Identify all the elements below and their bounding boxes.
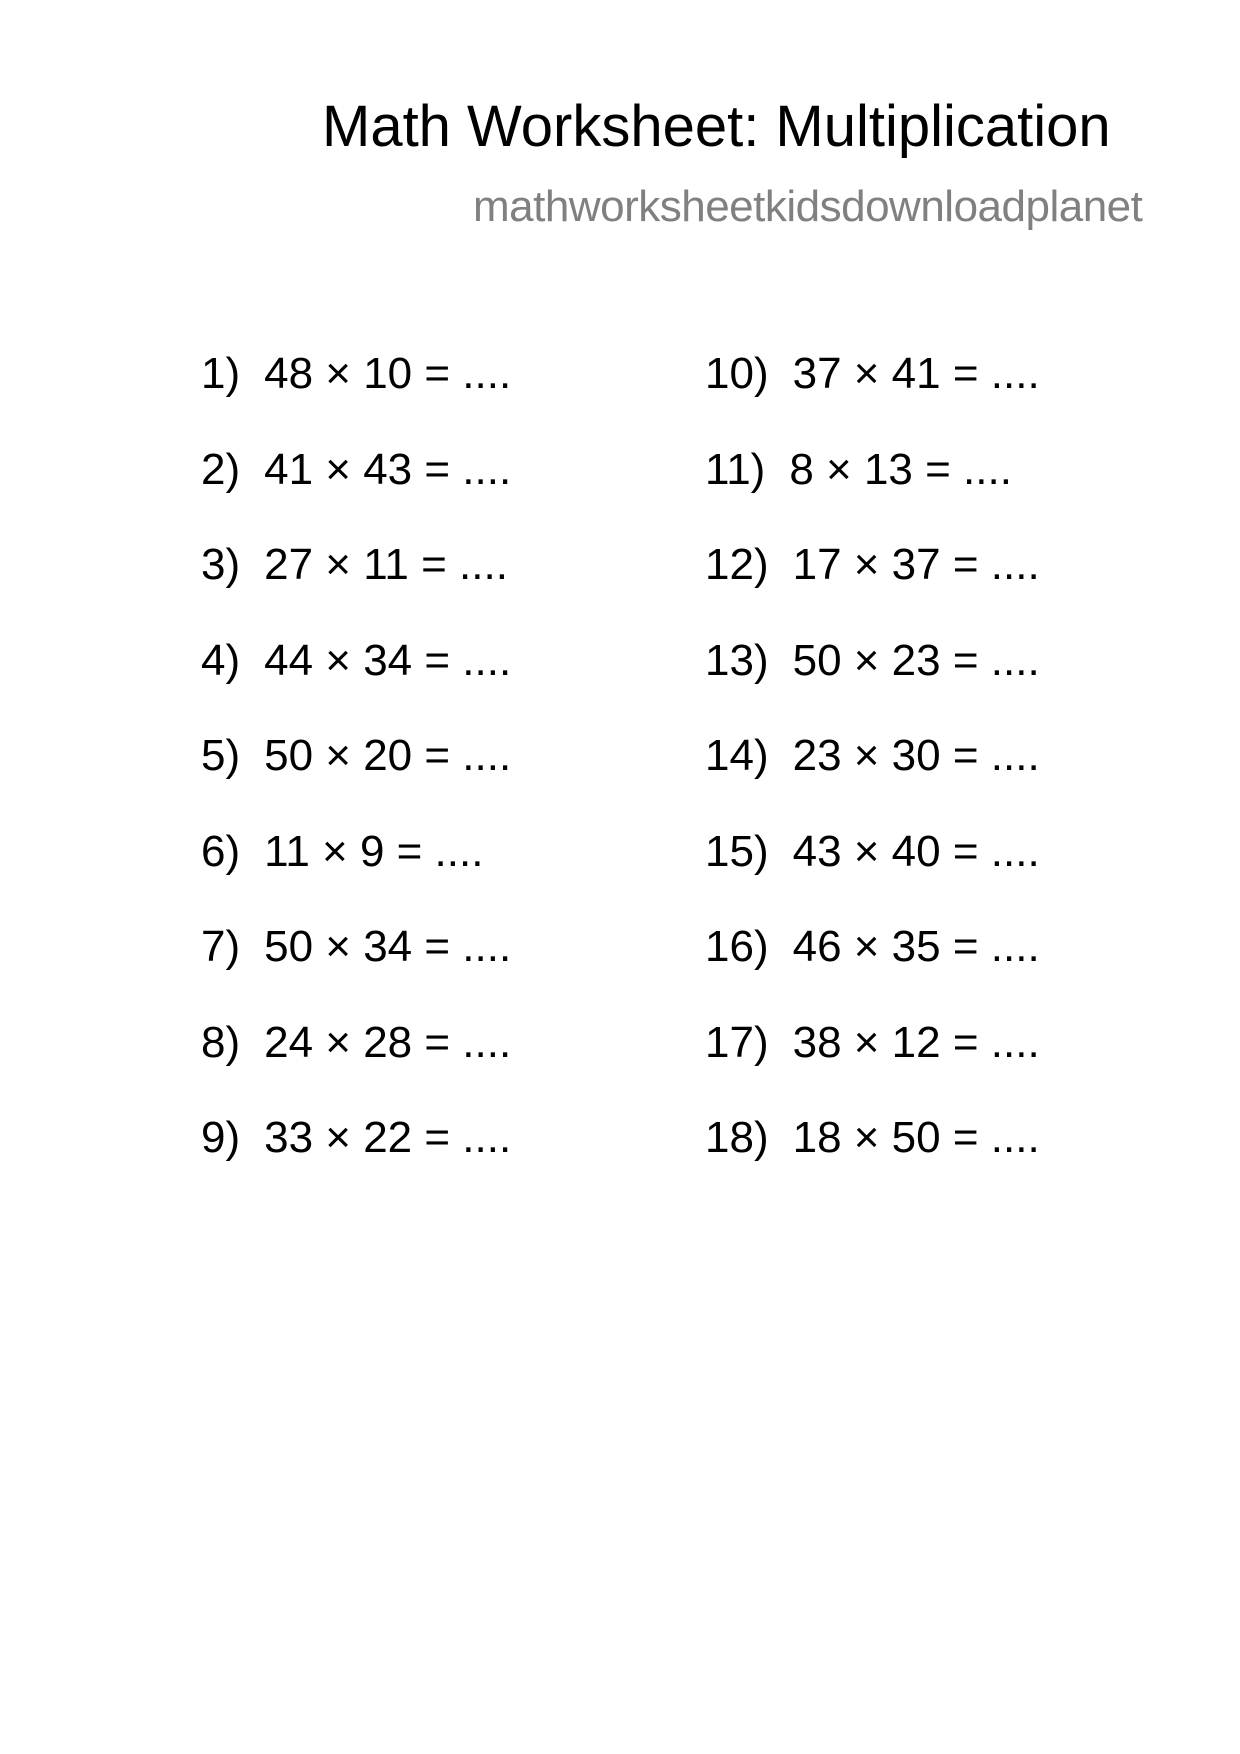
problem-number: 6) bbox=[201, 826, 241, 876]
problem-expression: 50 × 23 = .... bbox=[792, 635, 1040, 685]
problem-item bbox=[201, 349, 512, 448]
problem-expression: 41 × 43 = .... bbox=[264, 444, 512, 494]
problem-number: 1) bbox=[201, 349, 241, 398]
problem-expression: 38 × 12 = .... bbox=[792, 1017, 1040, 1067]
problem-number: 15) bbox=[705, 826, 769, 876]
problem-number: 17) bbox=[705, 1017, 769, 1067]
problem-expression: 48 × 10 = .... bbox=[264, 349, 512, 398]
problem-expression: 37 × 41 = .... bbox=[792, 349, 1040, 398]
problem-item bbox=[201, 922, 512, 1021]
problem-number: 7) bbox=[201, 922, 241, 971]
problem-expression: 44 × 34 = .... bbox=[264, 635, 512, 685]
problem-item bbox=[705, 826, 1040, 926]
problem-item bbox=[705, 731, 1040, 830]
problem-item bbox=[201, 1017, 512, 1117]
problem-number: 16) bbox=[705, 922, 769, 971]
problem-expression: 23 × 30 = .... bbox=[792, 731, 1040, 780]
problem-column-right bbox=[705, 349, 1040, 1212]
problem-expression: 43 × 40 = .... bbox=[792, 826, 1040, 876]
problem-item bbox=[705, 1113, 1040, 1212]
problem-number: 12) bbox=[705, 540, 769, 589]
problem-item bbox=[705, 540, 1040, 639]
problem-item bbox=[201, 1113, 512, 1212]
problem-item bbox=[705, 922, 1040, 1021]
problem-number: 10) bbox=[705, 349, 769, 398]
problem-item bbox=[201, 826, 511, 926]
problem-column-left bbox=[201, 349, 512, 1212]
problem-item bbox=[201, 731, 512, 830]
problem-number: 11) bbox=[705, 444, 766, 494]
problem-item bbox=[201, 444, 512, 544]
problem-number: 5) bbox=[201, 731, 241, 780]
problem-expression: 8 × 13 = .... bbox=[789, 444, 1012, 494]
problem-item bbox=[705, 635, 1040, 735]
worksheet-subtitle: mathworksheetkidsdownloadplanet bbox=[473, 182, 1143, 231]
problem-item bbox=[705, 444, 1040, 544]
problem-expression: 18 × 50 = .... bbox=[792, 1113, 1040, 1162]
worksheet-title: Math Worksheet: Multiplication bbox=[322, 94, 1111, 159]
problem-number: 4) bbox=[201, 635, 241, 685]
problem-item bbox=[201, 635, 512, 735]
problem-expression: 46 × 35 = .... bbox=[792, 922, 1040, 971]
problem-number: 9) bbox=[201, 1113, 241, 1162]
problem-number: 14) bbox=[705, 731, 769, 780]
problem-expression: 24 × 28 = .... bbox=[264, 1017, 512, 1067]
problem-number: 18) bbox=[705, 1113, 769, 1162]
problem-number: 8) bbox=[201, 1017, 241, 1067]
problem-item bbox=[705, 1017, 1040, 1117]
problem-expression: 11 × 9 = .... bbox=[264, 826, 484, 876]
problem-number: 3) bbox=[201, 540, 241, 589]
problem-number: 2) bbox=[201, 444, 241, 494]
problem-number: 13) bbox=[705, 635, 769, 685]
problem-expression: 50 × 34 = .... bbox=[264, 922, 512, 971]
problem-expression: 50 × 20 = .... bbox=[264, 731, 512, 780]
problem-item bbox=[705, 349, 1040, 448]
problem-item bbox=[201, 540, 511, 639]
problem-expression: 27 × 11 = .... bbox=[264, 540, 508, 589]
problem-expression: 17 × 37 = .... bbox=[792, 540, 1040, 589]
problem-expression: 33 × 22 = .... bbox=[264, 1113, 512, 1162]
